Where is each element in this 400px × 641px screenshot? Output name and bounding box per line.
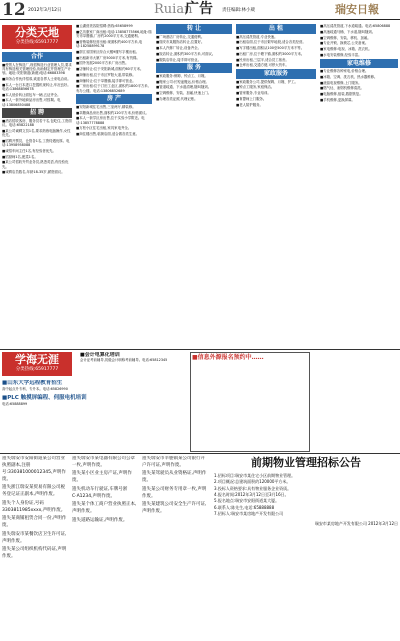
list-item: ■诚聘店员数名,年龄18-35岁,薪资面议。 — [2, 170, 65, 175]
list-item: ■某公司诚聘文员1名,要求熟练电脑操作,女性优先。 — [2, 128, 71, 137]
edu-text-2: 电话:65888899 — [2, 402, 28, 406]
tender-item: 7.招标人:瑞安市某房地产开发有限公司 — [214, 511, 284, 517]
list-item: ■管道疏通、下水道清理,随叫随到。 — [156, 85, 212, 90]
notice-item: 遗失道路运输证,声明作废。 — [72, 517, 128, 523]
page-number: 12 — [2, 0, 26, 20]
column-4b-head: 家政服务 — [236, 69, 316, 79]
list-item: ■家政服务:保姆、钟点工、月嫂。 — [156, 73, 208, 78]
column-1 — [2, 52, 72, 348]
column-3-head: 转 让 — [156, 24, 232, 34]
notice-item: 遗失瑞安市安阳街道某公司营业执照副本,注册号:330381000012345,声明作废。 — [2, 456, 66, 482]
tender-title: 前期物业管理招标公告 — [251, 456, 361, 469]
list-item: ■厂房出租:位于汀田工业区,面积约1800平方米,有办公楼。电话:13806852689 — [76, 84, 149, 93]
notices-column-3 — [142, 456, 208, 638]
tender-notice — [214, 456, 398, 638]
tender-item: 2.项目概况:总建筑面积约120000平方米。 — [214, 479, 291, 485]
list-item: ■高压清洗管道,专业快速。 — [236, 34, 278, 39]
list-item: ■钟点工服务,家庭保洁。 — [236, 85, 275, 90]
tender-item: 4.报名时间:2012年3月12日至3月16日。 — [214, 491, 289, 497]
column-2b-head: 房 产 — [76, 94, 152, 104]
list-item: ■家电维修:电视、冰箱、洗衣机。 — [320, 47, 372, 51]
column-4-head: 出 租 — [236, 24, 316, 34]
newspaper-logo: 瑞安日報 — [335, 3, 379, 16]
notice-item: 遗失某个体工商户营业执照正本,声明作废。 — [72, 502, 137, 515]
list-item: ■专业维修各种家电,价格合理。 — [320, 69, 369, 73]
list-item: ■某公司招收外贸业务员,熟悉英语,有经验优先。 — [2, 160, 69, 169]
study-banner — [2, 352, 72, 376]
list-item: ■冰箱、空调、洗衣机、热水器维修。 — [320, 74, 378, 79]
list-item: ■俊景人在铸造厂,现招铸造行业管理人员,要求具有铸造相关管理经验,协助制定并管理生产计划。地址:安阳街道(新港)电话:66883398 — [2, 62, 72, 75]
tender-footer: 瑞安市某房地产开发有限公司 2012年3月12日 — [314, 521, 398, 527]
list-item: ■云湖营美容院招聘:热线:65658999 — [76, 24, 133, 28]
section-title: 广告 — [185, 1, 213, 17]
notices-column-1 — [2, 456, 68, 638]
notices-column-2 — [72, 456, 138, 638]
list-item: ■营销装修经营出租:现面积约400平方米,电话:18258899178 — [76, 39, 143, 48]
study-title: 学海无涯 — [15, 353, 59, 366]
list-item: ■水电安装维修,经验丰富。 — [320, 52, 362, 57]
list-item: ■莘塍商品房出售,面积约120平方米,价格面议。 — [76, 110, 149, 115]
issue-date: 2012年3月12日 — [28, 8, 62, 13]
notice-item: 遗失瑞安市某电器有限公司公章一枚,声明作废。 — [72, 456, 135, 468]
column-1-head: 合作 — [2, 52, 72, 62]
list-item: ■服装店转让,接手即可营业。 — [156, 57, 201, 62]
list-item: ■液晶电视维修,上门服务。 — [320, 80, 362, 85]
notice-item: 遗失某建筑公司安全生产许可证,声明作废。 — [142, 502, 207, 515]
list-item: ■本人汽修厂转让,设备齐全。 — [156, 46, 201, 50]
notice-item: 遗失浙江瑞安某贸易有限公司税务登记证正副本,声明作废。 — [2, 485, 65, 498]
list-item: ■民房出租,三层半,适合员工宿舍。 — [236, 57, 289, 62]
list-item: ■老人陪护服务。 — [236, 102, 263, 107]
list-item: ■瑞安市某服饰店转让,位置好。 — [156, 40, 205, 45]
divider — [0, 349, 400, 350]
notice-item: 遗失某小区业主房产证,声明作废。 — [72, 471, 132, 484]
list-item: ■广场酒店厂房转让,交通便利。 — [156, 34, 205, 39]
edu-heading-1: ■山东大学远程教育招生 — [2, 380, 63, 386]
list-item: ■商铺出租,位于市区罗阳大道,带装修。 — [76, 72, 136, 77]
list-item: ■搬家公司:长短途搬运,价格合理。 — [156, 79, 209, 84]
edu-heading-2: ■PLC 触摸屏编程、伺服电机培训 — [2, 395, 87, 402]
tender-item: 6.联系人:陈先生,电话:65888888 — [214, 504, 275, 510]
column-3b-head: 服 务 — [156, 63, 232, 73]
divider — [0, 453, 400, 454]
column-2 — [76, 24, 152, 348]
list-item: ■本人低价转让面包车一辆,五证齐全。 — [2, 92, 61, 97]
list-item: ■安阳新城住宅出售,三室两厅,精装修。 — [76, 104, 136, 109]
classified-banner — [2, 25, 72, 49]
list-item: ■家政服务公司,提供保姆、月嫂、护工。 — [236, 79, 298, 84]
notice-item: 遗失个人身份证,号码3303811985xxxx,声明作废。 — [2, 500, 66, 513]
list-item: ■本人一台日本进口挖掘机现转让,车况良好。电话:13868856678 — [2, 82, 71, 91]
list-item: ■燃气灶、油烟机维修清洗。 — [320, 86, 364, 91]
page-header — [0, 0, 400, 20]
brand-mark: Ruian — [154, 2, 193, 17]
notice-item: 遗失某商铺租赁合同一份,声明作废。 — [2, 516, 67, 529]
list-item: ■国外发展2000平方米厂房出售。 — [76, 61, 129, 66]
classified-phone: 分类热线:65917777 — [15, 39, 59, 45]
column-5b-head: 家电维修 — [320, 59, 398, 69]
list-item: ■办理各类证照,代理记账。 — [156, 96, 198, 101]
list-item: ■招厨师1名,配菜1名。 — [2, 154, 38, 159]
list-item: ■饭店转让,面积约300平方米,可面议。 — [156, 51, 216, 56]
list-item: ■仓库出租,交通方便,可停大货车。 — [236, 63, 289, 68]
notice-item: 遗失瑞安市某餐饮店卫生许可证,声明作废。 — [2, 531, 67, 544]
tender-item: 3.投标人资格要求:具有物业服务企业资质。 — [214, 485, 292, 491]
notice-item: 遗失某公司财务专用章一枚,声明作废。 — [142, 486, 207, 499]
list-item: ■写字楼出租,面积从100至500平方米不等。 — [236, 46, 305, 50]
tender-item: 1.招标项目:瑞安市某住宅小区前期物业管理。 — [214, 472, 296, 478]
list-item: ■高压清洗管道,下水道疏通。电话:65806888 — [320, 24, 391, 28]
list-item: ■出租厂房,位于塘下镇,面积约3000平方米。 — [236, 51, 305, 56]
accounting-ad — [80, 352, 186, 452]
list-item: ■育婴师上门服务。 — [236, 96, 267, 101]
list-item: ■酒店招收客房、服务员若干名,包吃住,工资面议。电话:65822188 — [2, 118, 72, 127]
study-phone: 分类热线:65917777 — [15, 366, 59, 372]
list-item: ■本人一套学区房出售,位于实验小学附近。电话:13857778888 — [76, 116, 145, 125]
notice-item: 遗失瑞安市莘塍镇某公司银行开户许可证,声明作废。 — [142, 456, 205, 468]
editor-credit: 责任编辑:林小葳 — [222, 8, 256, 13]
list-item: ■本人一套外地商品房出售,可按揭。电话:13806850488 — [2, 98, 61, 107]
list-item: ■浙江省国家区综合大楼9楼写字楼出租。 — [76, 49, 140, 54]
list-item: ■招聘开票员、仓管各1名,工资待遇优厚。电话:13958958088 — [2, 138, 70, 147]
tender-item: 5.报名地点:瑞安市安阳街道某大厦。 — [214, 498, 280, 504]
list-item: ■店铺转让:位于安阳新城,面积约60平方米。 — [76, 67, 144, 71]
list-item: ■管家服务,专业培训。 — [236, 91, 271, 95]
accounting-title: ■会计电算化培训 — [80, 352, 120, 358]
edu-text-1: 高中起点升专科、专升本。电话:65826990 — [2, 386, 68, 391]
notice-item: 遗失某公司组织机构代码证,声明作废。 — [2, 547, 67, 560]
list-item: ■商铺转让:位于莘塍镇,接手即可营业。 — [76, 78, 136, 83]
info-box-title: ■信息外源报名预约中…… — [192, 354, 264, 361]
column-4 — [236, 24, 316, 348]
list-item: ■高速疏通马桶、下水道,随叫随到。 — [320, 29, 376, 34]
list-item: ■空调维修、安装、移机、加氟。 — [320, 35, 371, 40]
list-item: ■商务合作伙伴招募,欢迎各界人士来电洽谈。 — [2, 76, 71, 81]
column-3 — [156, 24, 232, 348]
list-item: ■商住楼出售,临街店面,适合做各类生意。 — [76, 132, 139, 136]
list-item: ■电脑维修,组装,数据恢复。 — [320, 92, 363, 96]
list-item: ■出租新市大厦厂房5000平方米,有货梯。 — [76, 55, 140, 60]
column-5 — [320, 24, 398, 348]
list-item: ■专业开锁、换锁芯,公安备案。 — [320, 41, 369, 46]
accounting-text: 会计证考前辅导,初级会计职称考前辅导。电话:65812345 — [80, 358, 168, 363]
notice-item: 遗失某驾驶员从业资格证,声明作废。 — [142, 471, 207, 484]
list-item: ■诚招车间主任1名,有经验者优先。 — [2, 148, 56, 153]
classified-title: 分类天地 — [15, 26, 59, 39]
column-1b-head: 招 聘 — [2, 108, 72, 118]
info-box — [190, 352, 310, 452]
list-item: ■万松小区住宅出租,家具家电齐全。 — [76, 126, 132, 131]
list-item: ■出租店面,位于市区繁华地段,适合各类经营。 — [236, 40, 306, 45]
list-item: ■手机维修,更换屏幕。 — [320, 97, 355, 102]
list-item: ■空调维修、安装、加氟,快速上门。 — [156, 91, 212, 95]
notice-item: 遗失机动车行驶证,车牌号浙C·A1234,声明作废。 — [72, 486, 128, 499]
list-item: ■亿坊康家厂商出租:电话:13858775566,地址:瑞安市莘塍镇,厂房约2000平方米,交通便利。 — [76, 29, 152, 38]
